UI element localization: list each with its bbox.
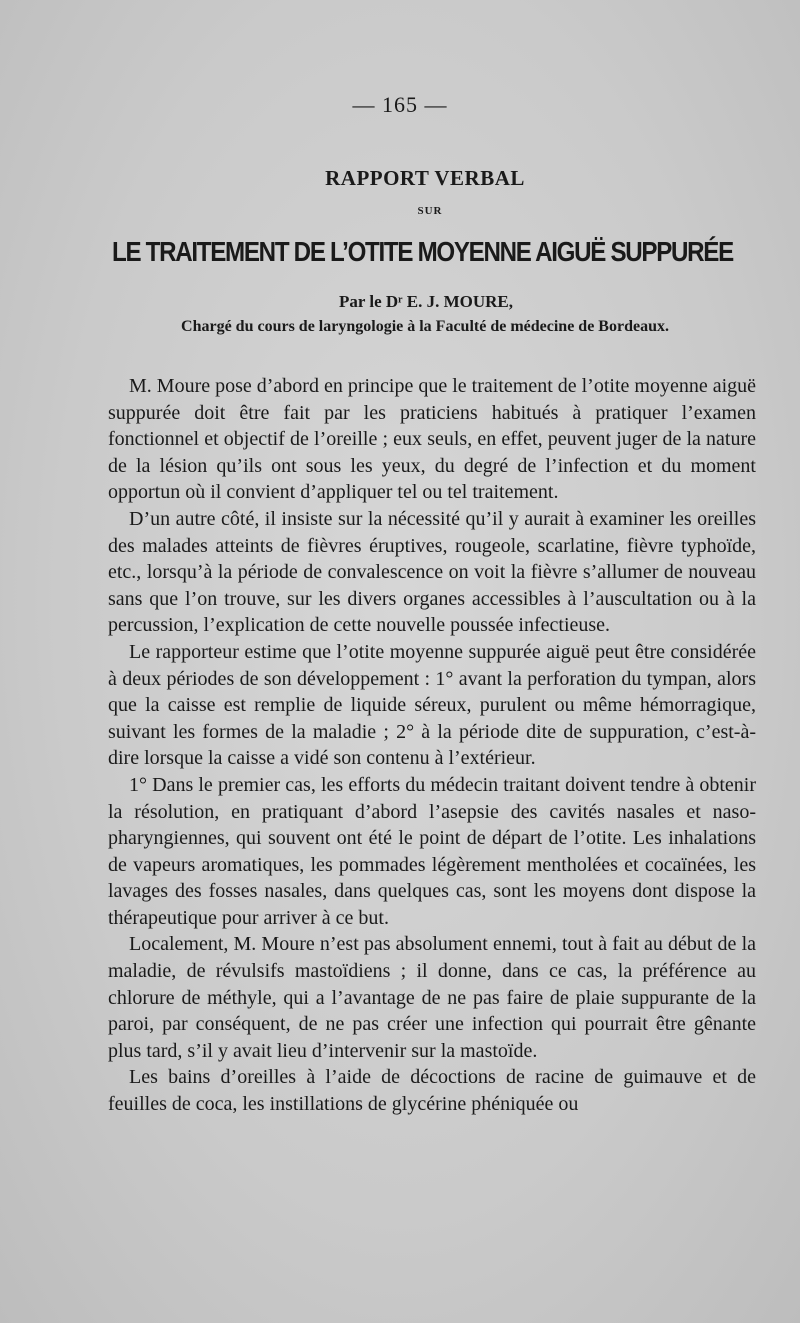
paragraph: D’un autre côté, il insiste sur la nécessité qu’il y aurait à examiner les oreilles des malades atteints de fièvres éruptives, rougeole, scarlatine, fièvre typhoïde, etc., lorsqu’à la période de convalescence on voit la fièvre s’allumer de nouveau sans que l’on trouve, sur les divers organes accessibles à l’auscultation ou à la percussion, l’explication de cette nouvelle poussée infectieuse.: [108, 507, 756, 637]
article-title: LE TRAITEMENT DE L’OTITE MOYENNE AIGUË SUPPURÉE: [112, 236, 733, 267]
report-heading: RAPPORT VERBAL: [325, 166, 525, 190]
paragraph: 1° Dans le premier cas, les efforts du médecin traitant doivent tendre à obtenir la résolution, en pratiquant d’abord l’asepsie des cavités nasales et naso-pharyngiennes, qui souvent ont été le point de départ de l’otite. Les inhalations de vapeurs aromatiques, les pommades légèrement mentholées et cocaïnées, les lavages des fosses nasales, dans quelques cas, sont les moyens dont dispose la thérapeutique pour arriver à ce but.: [108, 773, 756, 929]
page-number: — 165 —: [352, 92, 448, 117]
paragraph: Le rapporteur estime que l’otite moyenne suppurée aiguë peut être considérée à deux périodes de son développement : 1° avant la perforation du tympan, alors que la caisse est remplie de liquide séreux, purulent ou même hémorragique, suivant les formes de la maladie ; 2° à la période dite de suppuration, c’est-à-dire lorsque la caisse a vidé son contenu à l’extérieur.: [108, 640, 756, 770]
report-subheading: SUR: [417, 205, 443, 217]
author-byline: Par le Dʳ E. J. MOURE,: [339, 292, 513, 311]
article-body: [108, 373, 756, 1118]
author-affiliation: Chargé du cours de laryngologie à la Faculté de médecine de Bordeaux.: [181, 318, 669, 335]
paragraph: Localement, M. Moure n’est pas absolument ennemi, tout à fait au début de la maladie, de révulsifs mastoïdiens ; il donne, dans ce cas, la préférence au chlorure de méthyle, qui a l’avantage de ne pas faire de plaie suppurante de la paroi, par conséquent, de ne pas créer une infection qui pourrait être gênante plus tard, s’il y avait lieu d’intervenir sur la mastoïde.: [108, 933, 756, 1062]
paragraph: Les bains d’oreilles à l’aide de décoctions de racine de guimauve et de feuilles de coca, les instillations de glycérine phéniquée ou: [108, 1066, 756, 1116]
paragraph: M. Moure pose d’abord en principe que le traitement de l’otite moyenne aiguë suppurée doit être fait par les praticiens habitués à pratiquer l’examen fonctionnel et objectif de l’oreille ; eux seuls, en effet, peuvent juger de la nature de la lésion qu’ils ont sous les yeux, du degré de l’infection et du moment opportun où il convient d’appliquer tel ou tel traitement.: [108, 375, 757, 504]
